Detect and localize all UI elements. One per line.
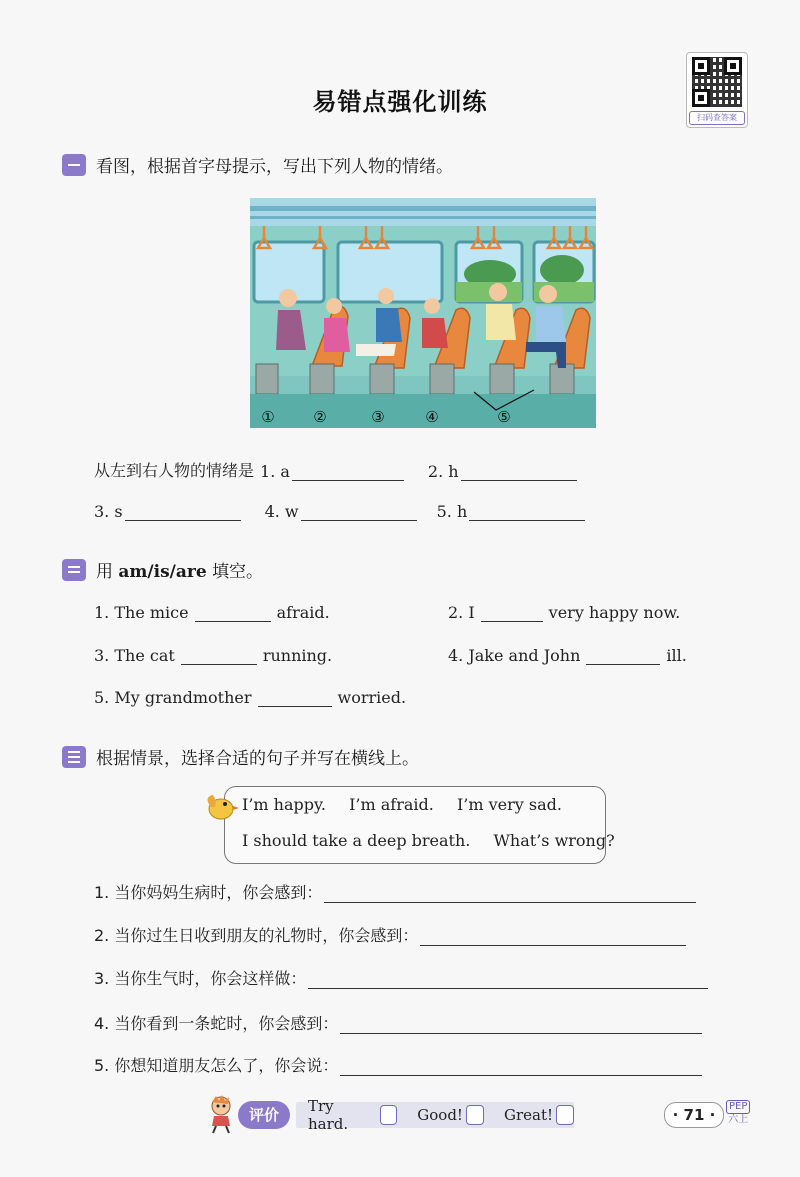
answer-blank[interactable] [195, 605, 271, 622]
item-text: afraid. [276, 603, 330, 622]
qr-corner-icon [724, 57, 742, 75]
section-3-instruction: 根据情景，选择合适的句子并写在横线上。 [96, 749, 419, 769]
section-1-item-3: 3. s [94, 502, 123, 521]
option-text: I’m happy. [242, 795, 326, 814]
item-text: 1. The mice [94, 603, 189, 622]
figure-number-5: ⑤ [497, 408, 511, 426]
figure-number-2: ② [313, 408, 327, 426]
eval-option-label: Good! [417, 1106, 463, 1124]
section-3-item-5 [94, 1053, 702, 1076]
figure-number-1: ① [261, 408, 275, 426]
qr-label: 扫码查答案 [689, 111, 745, 125]
bus-scene-drawing [250, 198, 596, 428]
section-3-heading [62, 744, 419, 769]
item-text: running. [262, 646, 333, 665]
eval-checkbox[interactable] [466, 1105, 484, 1125]
answer-blank[interactable] [340, 1017, 702, 1034]
item-text: ill. [666, 646, 687, 665]
answer-blank[interactable] [308, 972, 708, 989]
eval-option-great[interactable] [504, 1105, 574, 1125]
section-1-instruction: 看图，根据首字母提示，写出下列人物的情绪。 [96, 157, 453, 177]
section-1-item-5: 5. h [436, 502, 468, 521]
page-number: · 71 · [664, 1102, 724, 1128]
qr-corner-icon [692, 89, 710, 107]
item-text: 2. I [448, 603, 475, 622]
answer-blank[interactable] [125, 504, 241, 521]
item-text: 5. My grandmother [94, 688, 252, 707]
option-text: What’s wrong? [493, 831, 615, 850]
answer-blank[interactable] [324, 886, 696, 903]
answer-blank[interactable] [481, 605, 543, 622]
edition-bottom: 六上 [728, 1114, 749, 1125]
item-text: 4. Jake and John [448, 646, 581, 665]
section-1-row-2 [94, 502, 585, 521]
eval-option-try-hard[interactable] [308, 1097, 397, 1133]
answer-blank[interactable] [301, 504, 417, 521]
section-1-badge-icon [62, 154, 86, 176]
section-1-row-1 [94, 458, 577, 481]
answer-blank[interactable] [258, 690, 332, 707]
section-3-item-3 [94, 966, 708, 989]
answer-blank[interactable] [292, 464, 404, 481]
section-2-item-3 [94, 646, 332, 665]
answer-blank[interactable] [461, 464, 577, 481]
evaluation-options [296, 1097, 574, 1133]
figure-number-3: ③ [371, 408, 385, 426]
answer-blank[interactable] [420, 929, 686, 946]
item-text: worried. [337, 688, 407, 707]
mascot-icon [204, 1094, 238, 1134]
footer [0, 1096, 800, 1136]
section-1-item-4: 4. w [264, 502, 299, 521]
bird-icon [203, 789, 239, 823]
options-line-1 [242, 795, 580, 814]
section-3-item-1 [94, 880, 696, 903]
sentence-options-box [224, 786, 615, 864]
item-text: 3. The cat [94, 646, 175, 665]
page-title: 易错点强化训练 [312, 88, 488, 116]
eval-checkbox[interactable] [556, 1105, 574, 1125]
eval-option-label: Great! [503, 1106, 553, 1124]
answer-blank[interactable] [181, 648, 257, 665]
option-text: I should take a deep breath. [242, 831, 471, 850]
section-2-heading [62, 557, 263, 582]
instruction-suffix: 填空。 [212, 562, 264, 582]
option-text: I’m very sad. [456, 795, 562, 814]
section-1-item-2: 2. h [427, 462, 459, 481]
edition-badge [726, 1100, 750, 1126]
section-2-item-5 [94, 688, 406, 707]
instruction-prefix: 用 [96, 562, 113, 582]
eval-option-label: Try hard. [308, 1097, 349, 1133]
eval-checkbox[interactable] [380, 1105, 398, 1125]
section-3-badge-icon [62, 746, 86, 768]
section-2-badge-icon [62, 559, 86, 581]
evaluation-label: 评价 [238, 1101, 290, 1129]
item-text: very happy now. [548, 603, 681, 622]
section-2-item-4 [448, 646, 687, 665]
section-3-item-4 [94, 1011, 702, 1034]
section-1-heading [62, 152, 453, 177]
section-1-lead: 从左到右人物的情绪是 [94, 461, 255, 480]
section-1-item-1: 1. a [260, 462, 290, 481]
qr-code[interactable] [686, 52, 748, 128]
figure-number-4: ④ [425, 408, 439, 426]
option-text: I’m afraid. [349, 795, 434, 814]
item-text: 4. 当你看到一条蛇时，你会感到： [94, 1014, 339, 1033]
answer-blank[interactable] [340, 1059, 702, 1076]
item-text: 2. 当你过生日收到朋友的礼物时，你会感到： [94, 926, 419, 945]
section-2-item-1 [94, 603, 330, 622]
qr-corner-icon [692, 57, 710, 75]
item-text: 1. 当你妈妈生病时，你会感到： [94, 883, 323, 902]
item-text: 3. 当你生气时，你会这样做： [94, 969, 307, 988]
section-3-item-2 [94, 923, 686, 946]
section-2-item-2 [448, 603, 680, 622]
instruction-verbs: am/is/are [118, 562, 207, 582]
bus-scene-illustration [250, 198, 596, 428]
item-text: 5. 你想知道朋友怎么了，你会说： [94, 1056, 339, 1075]
answer-blank[interactable] [586, 648, 660, 665]
options-line-2 [242, 831, 633, 850]
section-2-instruction [96, 557, 263, 582]
answer-blank[interactable] [469, 504, 585, 521]
eval-option-good[interactable] [417, 1105, 484, 1125]
edition-top: PEP [726, 1100, 750, 1114]
